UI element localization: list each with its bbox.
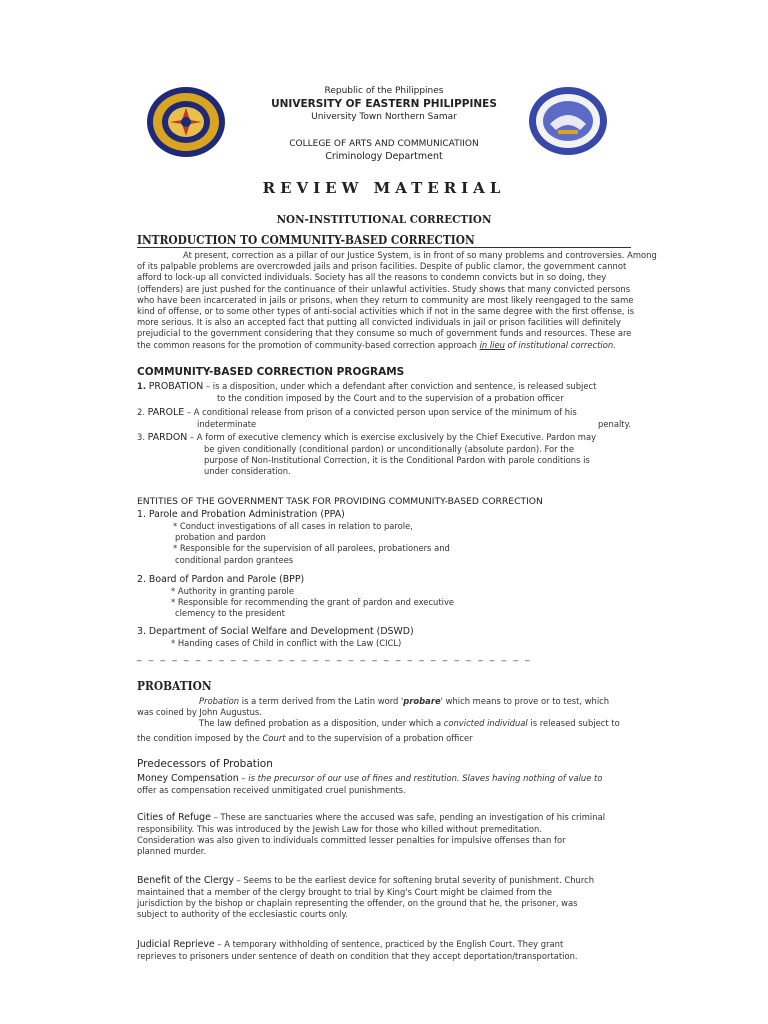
entity-dswd	[137, 626, 631, 649]
program-text: is a disposition, under which a defendant after conviction and sentence, is released subject	[212, 381, 597, 391]
intro-line: kind of offense, or to some other types of anti-social activities which if not in the same degree with the first offense, is	[137, 306, 634, 317]
program-text: purpose of Non-Institutional Correction, it is the Conditional Pardon with parole conditions is	[204, 455, 590, 466]
predecessor-text: Seems to be the earliest device for softening brutal severity of punishment. Church	[243, 875, 595, 885]
entity-bpp	[137, 574, 631, 620]
intro-line: afford to lock-up all convicted individuals. Society has all the reasons to condemn convicts but in so doing, they	[137, 272, 607, 283]
predecessor-term: Judicial Reprieve	[137, 939, 215, 950]
predecessor-text: These are sanctuaries where the accused was safe, pending an investigation of his criminal	[220, 812, 606, 822]
university-name: UNIVERSITY OF EASTERN PHILIPPINES	[271, 98, 497, 110]
predecessor-money-compensation	[137, 773, 631, 796]
entity-line: * Handing cases of Child in conflict with the Law (CICL)	[171, 638, 402, 648]
intro-line: of its palpable problems are overcrowded jails and prison facilities. Despite of public clamor, the government cannot	[137, 261, 627, 272]
intro-line: prejudicial to the government considering that they consume so much of government funds and resources. These are	[137, 328, 632, 339]
probation-text: is released subject to	[527, 718, 620, 729]
probation-text: the condition imposed by the	[137, 732, 263, 743]
program-text: A form of executive clemency which is exercise exclusively by the Chief Executive. Pardon may	[196, 432, 597, 442]
program-text: be given conditionally (conditional pardon) or unconditionally (absolute pardon). For the	[204, 444, 574, 454]
predecessor-text: is the precursor of our use of fines and restitution. Slaves having nothing of value to	[248, 773, 603, 783]
intro-last-text: the common reasons for the promotion of community-based correction approach	[137, 339, 480, 350]
college-name: COLLEGE OF ARTS AND COMMUNICATIION	[289, 139, 479, 149]
entity-title: 3. Department of Social Welfare and Development (DSWD)	[137, 626, 414, 637]
predecessor-judicial-reprieve	[137, 939, 631, 962]
program-num: 2.	[137, 407, 145, 417]
document-title: REVIEW MATERIAL	[262, 179, 506, 197]
predecessor-text: reprieves to prisoners under sentence of death on condition that they accept deportation/transportation.	[137, 951, 578, 961]
predecessor-text: jurisdiction by the bishop or chaplain representing the offender, on the ground that he, the prisoner, was	[137, 898, 578, 909]
entity-line: conditional pardon grantees	[175, 554, 294, 565]
intro-paragraph	[137, 250, 657, 351]
predecessor-dash: –	[210, 812, 221, 822]
predecessor-term: Cities of Refuge	[137, 812, 211, 823]
program-term: PROBATION	[148, 381, 204, 392]
predecessor-text: maintained that a member of the clergy brought to trial by King's Court might be claimed from the	[137, 887, 553, 897]
predecessor-text: subject to authority of the ecclesiastic courts only.	[137, 909, 348, 920]
probation-text: was coined by John Augustus.	[137, 707, 262, 718]
program-dash: –	[187, 432, 197, 442]
intro-line: (offenders) are just pushed for the continuance of their unlawful activities. Study shows that many convicted persons	[137, 283, 631, 294]
program-text: penalty.	[598, 419, 631, 429]
entity-line: * Responsible for recommending the grant of pardon and executive	[171, 597, 455, 608]
convicted-individual-text: convicted individual	[443, 718, 528, 729]
probation-text: ' which means to prove or to test, which	[440, 696, 610, 706]
entity-line: * Conduct investigations of all cases in relation to parole,	[173, 521, 413, 531]
probation-text: and to the supervision of a probation officer	[285, 732, 473, 743]
predecessors-heading: Predecessors of Probation	[137, 758, 273, 770]
predecessor-text: planned murder.	[137, 846, 207, 857]
probation-paragraph	[137, 696, 631, 744]
program-term: PAROLE	[147, 407, 185, 418]
program-text: A conditional release from prison of a convicted person upon service of the minimum of his	[193, 407, 577, 417]
program-text: indeterminate	[197, 419, 257, 429]
intro-line: more serious. It is also an accepted fact that putting all convicted individuals in jail or prison facilities will definitely	[137, 317, 621, 328]
predecessor-text: offer as compensation received unmitigated cruel punishments.	[137, 785, 406, 795]
section-divider: _ _ _ _ _ _ _ _ _ _ _ _ _ _ _ _ _ _ _ _ _ _ _ _ _ _ _ _ _ _ _ _ _ _	[137, 652, 532, 662]
intro-last-tail: of institutional correction.	[504, 339, 616, 350]
program-term: PARDON	[147, 432, 188, 443]
program-parole	[137, 407, 631, 430]
predecessor-text: Consideration was also given to individuals committed lesser penalties for impulsive offenses than for	[137, 835, 566, 846]
entity-title: 2. Board of Pardon and Parole (BPP)	[137, 574, 305, 585]
predecessor-dash: –	[233, 875, 244, 885]
program-dash: –	[203, 381, 213, 391]
predecessor-text: responsibility. This was introduced by the Jewish Law for those who killed without premeditation.	[137, 824, 543, 834]
intro-rule	[137, 247, 631, 248]
intro-line: who have been incarcerated in jails or prisons, when they return to community are most likely reengaged to the same	[137, 294, 634, 305]
program-pardon	[137, 432, 631, 478]
program-dash: –	[184, 407, 194, 417]
republic-line: Republic of the Philippines	[324, 86, 444, 96]
probation-term: Probation	[199, 696, 240, 706]
probare-word: probare	[403, 696, 441, 706]
intro-heading: INTRODUCTION TO COMMUNITY-BASED CORRECTION	[137, 232, 475, 247]
probation-text: The law defined probation as a disposition, under which a	[199, 718, 444, 729]
predecessor-dash: –	[238, 773, 249, 783]
predecessor-cities-of-refuge	[137, 812, 631, 858]
program-num: 3.	[137, 432, 145, 442]
predecessor-text: A temporary withholding of sentence, practiced by the English Court. They grant	[224, 939, 564, 949]
programs-heading: COMMUNITY-BASED CORRECTION PROGRAMS	[137, 366, 405, 378]
probation-heading: PROBATION	[137, 678, 212, 693]
department-name: Criminology Department	[325, 151, 443, 162]
predecessor-dash: –	[214, 939, 225, 949]
entity-ppa	[137, 509, 631, 566]
predecessor-benefit-of-clergy	[137, 875, 631, 921]
entity-line: probation and pardon	[175, 532, 266, 543]
program-num: 1.	[137, 381, 147, 391]
entity-title: 1. Parole and Probation Administration (PPA)	[137, 509, 345, 520]
entities-heading: ENTITIES OF THE GOVERNMENT TASK FOR PROVIDING COMMUNITY-BASED CORRECTION	[137, 496, 543, 507]
program-probation	[137, 381, 631, 404]
in-lieu-text: in lieu	[479, 339, 505, 350]
program-text: under consideration.	[204, 466, 291, 477]
entity-line: clemency to the president	[175, 608, 285, 619]
intro-line: At present, correction as a pillar of our Justice System, is in front of so many problems and controversies. Among	[183, 250, 657, 260]
university-town: University Town Northern Samar	[311, 112, 457, 122]
court-text: Court	[262, 732, 286, 743]
entity-line: * Responsible for the supervision of all parolees, probationers and	[173, 543, 450, 554]
probation-text: is a term derived from the Latin word '	[239, 696, 404, 706]
intro-last-line	[137, 340, 631, 351]
predecessor-term: Money Compensation	[137, 773, 239, 784]
program-text: to the condition imposed by the Court and to the supervision of a probation officer	[217, 393, 564, 403]
entity-line: * Authority in granting parole	[171, 586, 294, 596]
predecessor-term: Benefit of the Clergy	[137, 875, 234, 886]
document-subtitle: NON-INSTITUTIONAL CORRECTION	[276, 212, 492, 226]
